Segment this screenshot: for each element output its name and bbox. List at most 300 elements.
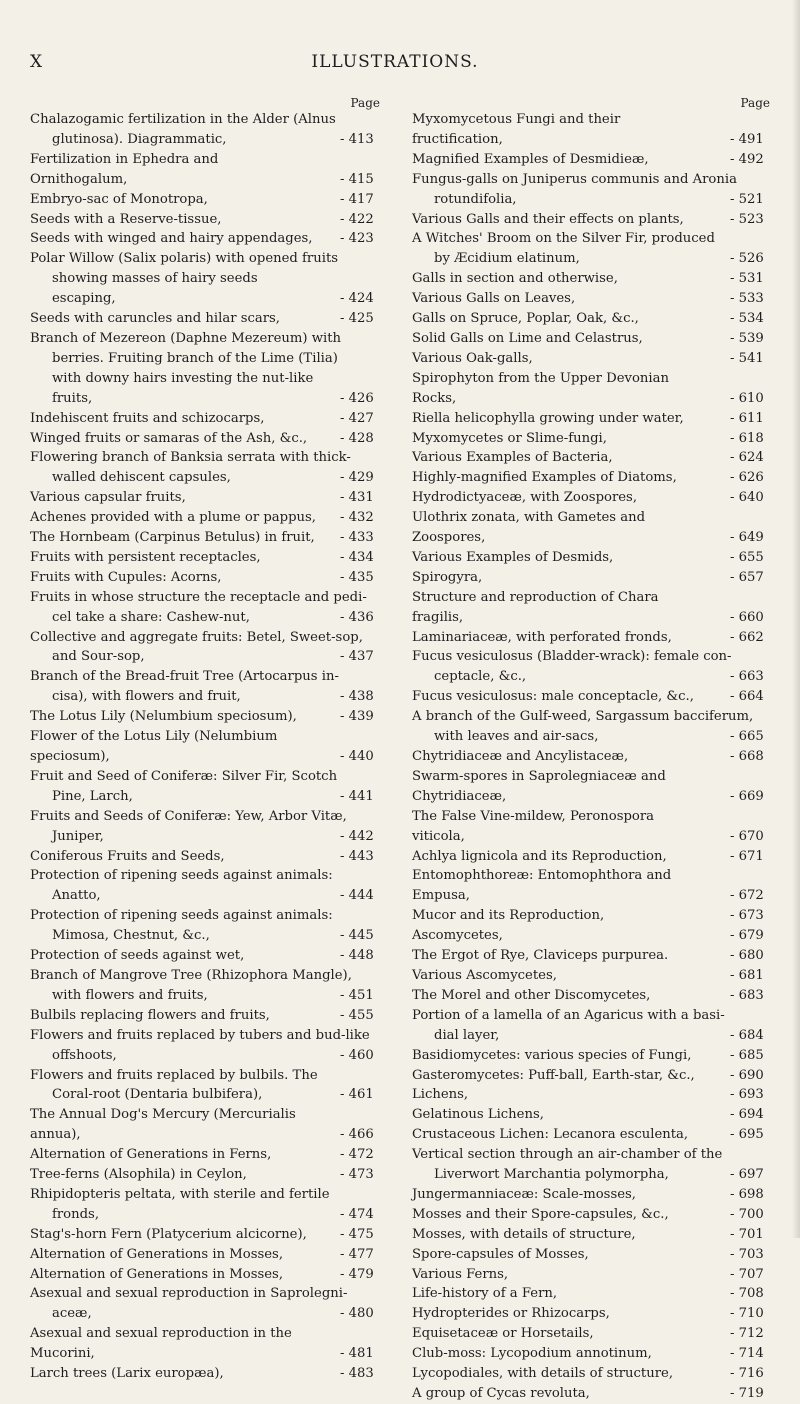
illustration-entry [412,1185,770,1205]
entry-page-number: - 695 [730,1125,770,1145]
entry-text-line: Crustaceous Lichen: Lecanora esculenta, [412,1127,689,1143]
entry-text-line: Protection of seeds against wet, [30,948,245,964]
entry-page-number: - 445 [340,926,380,946]
entry-text-line: Flowering branch of Banksia serrata with thick- [30,450,351,466]
illustration-entry [30,548,380,568]
entry-page-number: - 436 [340,608,380,628]
entry-page-number: - 413 [340,130,380,150]
entry-text-line: Spore-capsules of Mosses, [412,1246,589,1262]
entry-text-line: Coral-root (Dentaria bulbifera), [52,1087,263,1103]
entry-text-line: Liverwort Marchantia polymorpha, [434,1167,669,1183]
entry-text-line: Fucus vesiculosus: male conceptacle, &c., [412,689,694,705]
entry-page-number: - 434 [340,548,380,568]
illustration-entry [412,110,770,150]
entry-page-number: - 679 [730,926,770,946]
entry-text-line: Various Examples of Bacteria, [412,450,613,466]
entry-text-line: Asexual and sexual reproduction in Saprolegni- [30,1286,348,1302]
entry-text-line: Ulothrix zonata, with Gametes and Zoospores, [412,510,646,546]
illustration-entry [412,369,770,409]
entry-text-line: Mimosa, Chestnut, &c., [52,928,210,944]
entry-text-line: Galls on Spruce, Poplar, Oak, &c., [412,311,639,327]
illustration-entry [412,229,770,269]
illustration-entry [30,508,380,528]
illustration-entry [412,807,770,847]
entry-text-line: Spirophyton from the Upper Devonian Rocks, [412,370,669,406]
entry-text-line: with flowers and fruits, [52,987,208,1003]
illustration-entry [412,1046,770,1066]
entry-page-number: - 435 [340,568,380,588]
illustration-entry [30,1006,380,1026]
right-column [412,96,770,1404]
illustration-entry [412,588,770,628]
illustration-entry [30,1185,380,1225]
entry-page-number: - 669 [730,787,770,807]
entry-page-number: - 716 [730,1364,770,1384]
entry-text-line: Vertical section through an air-chamber of the [412,1147,723,1163]
illustration-entry [412,747,770,767]
illustration-entry [30,866,380,906]
entry-page-number: - 423 [340,229,380,249]
entry-text-line: Pine, Larch, [52,788,133,804]
entry-text-line: Fungus-galls on Juniperus communis and Aronia [412,171,737,187]
entry-text-line: Magnified Examples of Desmidieæ, [412,151,649,167]
entry-text-line: Achenes provided with a plume or pappus, [30,510,316,526]
illustration-entry [30,727,380,767]
illustration-entry [412,1105,770,1125]
entry-page-number: - 693 [730,1085,770,1105]
illustration-entry [412,946,770,966]
illustration-entry [30,1066,380,1106]
entry-page-number: - 683 [730,986,770,1006]
entry-text-line: A branch of the Gulf-weed, Sargassum bacciferum, [412,709,754,725]
entry-page-number: - 671 [730,847,770,867]
illustration-entry [30,429,380,449]
illustration-entry [30,847,380,867]
entry-text-line: Collective and aggregate fruits: Betel, Sweet-sop, [30,629,363,645]
entry-text-line: glutinosa). Diagrammatic, [52,131,227,147]
entry-text-line: Winged fruits or samaras of the Ash, &c., [30,430,308,446]
entry-page-number: - 624 [730,448,770,468]
entry-text-line: Rhipidopteris peltata, with sterile and fertile [30,1186,330,1202]
illustration-entry [30,329,380,409]
entry-text-line: The Lotus Lily (Nelumbium speciosum), [30,709,297,725]
illustration-entry [30,1145,380,1165]
entry-text-line: Seeds with winged and hairy appendages, [30,231,313,247]
entry-text-line: Basidiomycetes: various species of Fungi, [412,1047,692,1063]
illustration-entry [30,110,380,150]
illustration-entry [30,1245,380,1265]
entry-text-line: Various Oak-galls, [412,350,533,366]
illustration-entry [412,1364,770,1384]
illustration-entry [30,229,380,249]
entry-page-number: - 426 [340,389,380,409]
entry-text-line: Bulbils replacing flowers and fruits, [30,1007,270,1023]
entry-page-number: - 439 [340,707,380,727]
entry-page-number: - 523 [730,210,770,230]
entry-text-line: The Morel and other Discomycetes, [412,987,651,1003]
illustration-entry [412,647,770,687]
illustration-entry [412,349,770,369]
entry-page-number: - 703 [730,1245,770,1265]
illustration-entry [30,488,380,508]
entry-page-number: - 480 [340,1304,380,1324]
entry-text-line: Portion of a lamella of an Agaricus with a basi- [412,1007,725,1023]
illustration-entry [412,170,770,210]
entry-page-number: - 685 [730,1046,770,1066]
entry-page-number: - 442 [340,827,380,847]
entry-text-line: Polar Willow (Salix polaris) with opened fruits [30,251,339,267]
entry-text-line: Fruit and Seed of Coniferæ: Silver Fir, Scotch [30,768,338,784]
entry-page-number: - 427 [340,409,380,429]
illustration-entry [412,409,770,429]
entry-text-line: Hydrodictyaceæ, with Zoospores, [412,490,638,506]
entry-text-line: Asexual and sexual reproduction in the Mucorini, [30,1326,292,1362]
illustration-entry [412,1125,770,1145]
entry-page-number: - 694 [730,1105,770,1125]
entry-text-line: Fertilization in Ephedra and Ornithogalum, [30,151,219,187]
entry-page-number: - 660 [730,608,770,628]
illustration-entry [412,1265,770,1285]
entry-text-line: Branch of Mezereon (Daphne Mezereum) with [30,330,342,346]
entry-page-number: - 668 [730,747,770,767]
entry-page-number: - 425 [340,309,380,329]
illustration-entry [30,1284,380,1324]
entry-text-line: Various Ferns, [412,1266,509,1282]
entry-page-number: - 649 [730,528,770,548]
illustration-entry [30,1165,380,1185]
entry-page-number: - 534 [730,309,770,329]
illustration-entry [412,448,770,468]
entry-text-line: Flowers and fruits replaced by tubers and bud-like [30,1027,370,1043]
entry-text-line: Equisetaceæ or Horsetails, [412,1326,594,1342]
illustration-entry [30,1364,380,1384]
illustration-entry [412,1304,770,1324]
illustration-entry [30,1265,380,1285]
entry-page-number: - 443 [340,847,380,867]
entry-page-number: - 466 [340,1125,380,1145]
entry-text-line: Myxomycetous Fungi and their fructification, [412,112,621,147]
illustration-entry [30,1105,380,1145]
illustration-entry [412,548,770,568]
entry-text-line: offshoots, [52,1047,117,1063]
illustration-entry [30,707,380,727]
illustration-entry [30,448,380,488]
entry-text-line: Flowers and fruits replaced by bulbils. The [30,1067,318,1083]
entry-text-line: Mucor and its Reproduction, [412,908,605,924]
entry-page-number: - 473 [340,1165,380,1185]
entry-text-line: Juniper, [52,828,104,844]
entry-text-line: Structure and reproduction of Chara fragilis, [412,589,659,625]
illustration-entry [30,767,380,807]
entry-page-number: - 431 [340,488,380,508]
entry-text-line: Fucus vesiculosus (Bladder-wrack): female con- [412,649,732,665]
entry-text-line: Various Galls on Leaves, [412,291,576,307]
entry-text-line: with downy hairs investing the nut-like fruits, [52,370,314,406]
entry-text-line: Gelatinous Lichens, [412,1107,544,1123]
entry-page-number: - 474 [340,1205,380,1225]
entry-text-line: cel take a share: Cashew-nut, [52,609,250,625]
entry-text-line: Club-moss: Lycopodium annotinum, [412,1346,652,1362]
entry-page-number: - 710 [730,1304,770,1324]
entry-page-number: - 451 [340,986,380,1006]
page-column-label: Page [740,96,770,110]
illustration-entry [412,1085,770,1105]
entry-text-line: Stag's-horn Fern (Platycerium alcicorne), [30,1226,307,1242]
illustration-entry [412,906,770,926]
entry-page-number: - 472 [340,1145,380,1165]
illustration-entry [412,1225,770,1245]
illustration-entry [412,429,770,449]
illustration-entry [412,1245,770,1265]
entry-text-line: fronds, [52,1206,100,1222]
entry-text-line: Spirogyra, [412,569,483,585]
entry-page-number: - 690 [730,1066,770,1086]
entry-page-number: - 533 [730,289,770,309]
entry-text-line: Protection of ripening seeds against animals: [30,908,333,924]
illustration-entry [30,1324,380,1364]
entry-page-number: - 432 [340,508,380,528]
entry-page-number: - 460 [340,1046,380,1066]
entry-page-number: - 539 [730,329,770,349]
entry-page-number: - 444 [340,886,380,906]
illustration-entry [412,210,770,230]
illustration-entry [412,707,770,747]
illustration-entry [412,1324,770,1344]
entry-page-number: - 707 [730,1265,770,1285]
illustration-entry [30,249,380,309]
entry-page-number: - 657 [730,568,770,588]
entry-text-line: Achlya lignicola and its Reproduction, [412,848,667,864]
entry-page-number: - 655 [730,548,770,568]
entry-page-number: - 663 [730,667,770,687]
illustration-entry [412,966,770,986]
entry-page-number: - 531 [730,269,770,289]
entry-text-line: dial layer, [434,1027,500,1043]
entry-text-line: Coniferous Fruits and Seeds, [30,848,225,864]
entry-page-number: - 610 [730,389,770,409]
entry-page-number: - 437 [340,647,380,667]
illustration-entry [412,628,770,648]
illustration-entry [30,588,380,628]
entry-text-line: Embryo-sac of Monotropa, [30,191,208,207]
entry-page-number: - 664 [730,687,770,707]
entry-text-line: Seeds with caruncles and hilar scars, [30,311,280,327]
entry-text-line: with leaves and air-sacs, [434,729,599,745]
entry-page-number: - 714 [730,1344,770,1364]
entry-text-line: Various Galls and their effects on plants, [412,211,684,227]
entry-page-number: - 680 [730,946,770,966]
illustration-entry [30,190,380,210]
entry-text-line: The Ergot of Rye, Claviceps purpurea. [412,948,669,964]
entry-page-number: - 477 [340,1245,380,1265]
entry-page-number: - 438 [340,687,380,707]
entry-page-number: - 697 [730,1165,770,1185]
entry-page-number: - 483 [340,1364,380,1384]
entry-text-line: Fruits with persistent receptacles, [30,549,261,565]
entry-text-line: Jungermanniaceæ: Scale-mosses, [412,1186,636,1202]
entry-page-number: - 441 [340,787,380,807]
entry-page-number: - 701 [730,1225,770,1245]
entry-text-line: berries. Fruiting branch of the Lime (Tilia) [52,350,338,366]
illustration-entry [30,667,380,707]
entry-page-number: - 673 [730,906,770,926]
illustration-entry [30,309,380,329]
illustration-entry [412,488,770,508]
entry-page-number: - 665 [730,727,770,747]
entry-page-number: - 440 [340,747,380,767]
illustration-entry [412,767,770,807]
entry-text-line: Seeds with a Reserve-tissue, [30,211,222,227]
entry-page-number: - 428 [340,429,380,449]
entry-text-line: Anatto, [52,888,101,904]
entry-text-line: Myxomycetes or Slime-fungi, [412,430,607,446]
illustration-entry [412,309,770,329]
illustration-entry [30,807,380,847]
entry-text-line: Life-history of a Fern, [412,1286,558,1302]
entry-text-line: The False Vine-mildew, Peronospora viticola, [412,808,655,844]
entry-text-line: Hydropterides or Rhizocarps, [412,1306,610,1322]
illustration-entry [412,926,770,946]
entry-text-line: showing masses of hairy seeds escaping, [52,271,258,307]
entry-page-number: - 455 [340,1006,380,1026]
entry-text-line: cisa), with flowers and fruit, [52,689,241,705]
entry-text-line: Lycopodiales, with details of structure, [412,1366,674,1382]
entry-text-line: Solid Galls on Lime and Celastrus, [412,330,643,346]
entry-text-line: Tree-ferns (Alsophila) in Ceylon, [30,1167,247,1183]
entry-text-line: Lichens, [412,1087,469,1103]
entry-text-line: Fruits with Cupules: Acorns, [30,569,222,585]
page-number-roman: X [30,52,44,72]
entry-page-number: - 719 [730,1384,770,1404]
entry-text-line: Highly-magnified Examples of Diatoms, [412,470,677,486]
illustration-entry [412,1006,770,1046]
entry-text-line: aceæ, [52,1306,92,1322]
page-edge-shadow [792,0,800,1238]
entry-text-line: Various Ascomycetes, [412,967,557,983]
entry-page-number: - 618 [730,429,770,449]
entry-text-line: Alternation of Generations in Ferns, [30,1147,272,1163]
illustration-entry [412,150,770,170]
entry-page-number: - 672 [730,886,770,906]
entry-text-line: Fruits and Seeds of Coniferæ: Yew, Arbor Vitæ, [30,808,347,824]
entry-text-line: Flower of the Lotus Lily (Nelumbium speciosum), [30,729,278,764]
entry-text-line: Various capsular fruits, [30,490,186,506]
entry-text-line: rotundifolia, [434,191,517,207]
entry-page-number: - 433 [340,528,380,548]
entry-page-number: - 681 [730,966,770,986]
entry-page-number: - 662 [730,628,770,648]
illustration-entry [30,1225,380,1245]
entry-page-number: - 698 [730,1185,770,1205]
entry-page-number: - 626 [730,468,770,488]
entry-text-line: Chalazogamic fertilization in the Alder (Alnus [30,112,336,127]
illustration-entry [30,966,380,1006]
illustration-entry [412,1344,770,1364]
entry-text-line: Alternation of Generations in Mosses, [30,1266,284,1282]
illustration-entry [412,866,770,906]
entry-text-line: Chytridiaceæ and Ancylistaceæ, [412,749,629,764]
entry-text-line: Mosses, with details of structure, [412,1226,636,1242]
illustration-entry [412,329,770,349]
entry-page-number: - 611 [730,409,770,429]
illustration-entry [30,568,380,588]
illustration-entry [412,468,770,488]
entry-text-line: Swarm-spores in Saprolegniaceæ and Chytridiaceæ, [412,768,666,804]
entry-text-line: Fruits in whose structure the receptacle and pedi- [30,589,367,605]
illustration-entry [30,946,380,966]
entry-text-line: Ascomycetes, [412,928,503,944]
illustration-entry [30,906,380,946]
entry-page-number: - 479 [340,1265,380,1285]
entry-page-number: - 448 [340,946,380,966]
entry-page-number: - 670 [730,827,770,847]
entry-text-line: A group of Cycas revoluta, [412,1386,590,1401]
illustration-entry [30,210,380,230]
page-title: ILLUSTRATIONS. [311,52,479,72]
illustration-entry [412,687,770,707]
illustration-entry [412,1384,770,1404]
entry-page-number: - 708 [730,1284,770,1304]
illustration-entry [412,1284,770,1304]
illustration-entry [412,568,770,588]
entry-text-line: Indehiscent fruits and schizocarps, [30,410,265,426]
entry-text-line: Branch of Mangrove Tree (Rhizophora Mangle), [30,967,352,983]
entry-page-number: - 684 [730,1026,770,1046]
entry-text-line: Riella helicophylla growing under water, [412,410,684,426]
entry-text-line: Alternation of Generations in Mosses, [30,1246,284,1262]
entry-text-line: Galls in section and otherwise, [412,271,618,287]
entry-text-line: and Sour-sop, [52,649,145,665]
entry-page-number: - 481 [340,1344,380,1364]
left-column [30,96,380,1384]
entry-text-line: Protection of ripening seeds against animals: [30,868,333,884]
entry-page-number: - 415 [340,170,380,190]
illustration-entry [412,289,770,309]
entry-text-line: Laminariaceæ, with perforated fronds, [412,629,672,645]
entry-page-number: - 429 [340,468,380,488]
entry-text-line: ceptacle, &c., [434,669,527,685]
entry-page-number: - 461 [340,1085,380,1105]
entry-page-number: - 475 [340,1225,380,1245]
illustration-entry [30,150,380,190]
entry-page-number: - 640 [730,488,770,508]
illustration-entry [412,1145,770,1185]
entry-page-number: - 521 [730,190,770,210]
illustration-entry [412,847,770,867]
entry-page-number: - 712 [730,1324,770,1344]
entry-text-line: Entomophthoreæ: Entomophthora and Empusa, [412,868,672,904]
page-column-label: Page [350,96,380,110]
entry-page-number: - 492 [730,150,770,170]
illustration-entry [412,269,770,289]
entry-text-line: Various Examples of Desmids, [412,549,614,565]
entry-page-number: - 422 [340,210,380,230]
entry-text-line: Gasteromycetes: Puff-ball, Earth-star, &c., [412,1067,695,1083]
illustration-entry [412,1205,770,1225]
entry-text-line: Larch trees (Larix europæa), [30,1366,224,1382]
entry-text-line: by Æcidium elatinum, [434,251,580,267]
illustration-entry [30,1026,380,1066]
entry-text-line: The Annual Dog's Mercury (Mercurialis annua), [30,1107,296,1143]
entry-text-line: A Witches' Broom on the Silver Fir, produced [412,231,715,247]
entry-page-number: - 526 [730,249,770,269]
entry-page-number: - 700 [730,1205,770,1225]
entry-text-line: Branch of the Bread-fruit Tree (Artocarpus in- [30,669,339,685]
entry-page-number: - 424 [340,289,380,309]
illustration-entry [412,986,770,1006]
illustration-entry [30,628,380,668]
entry-page-number: - 417 [340,190,380,210]
